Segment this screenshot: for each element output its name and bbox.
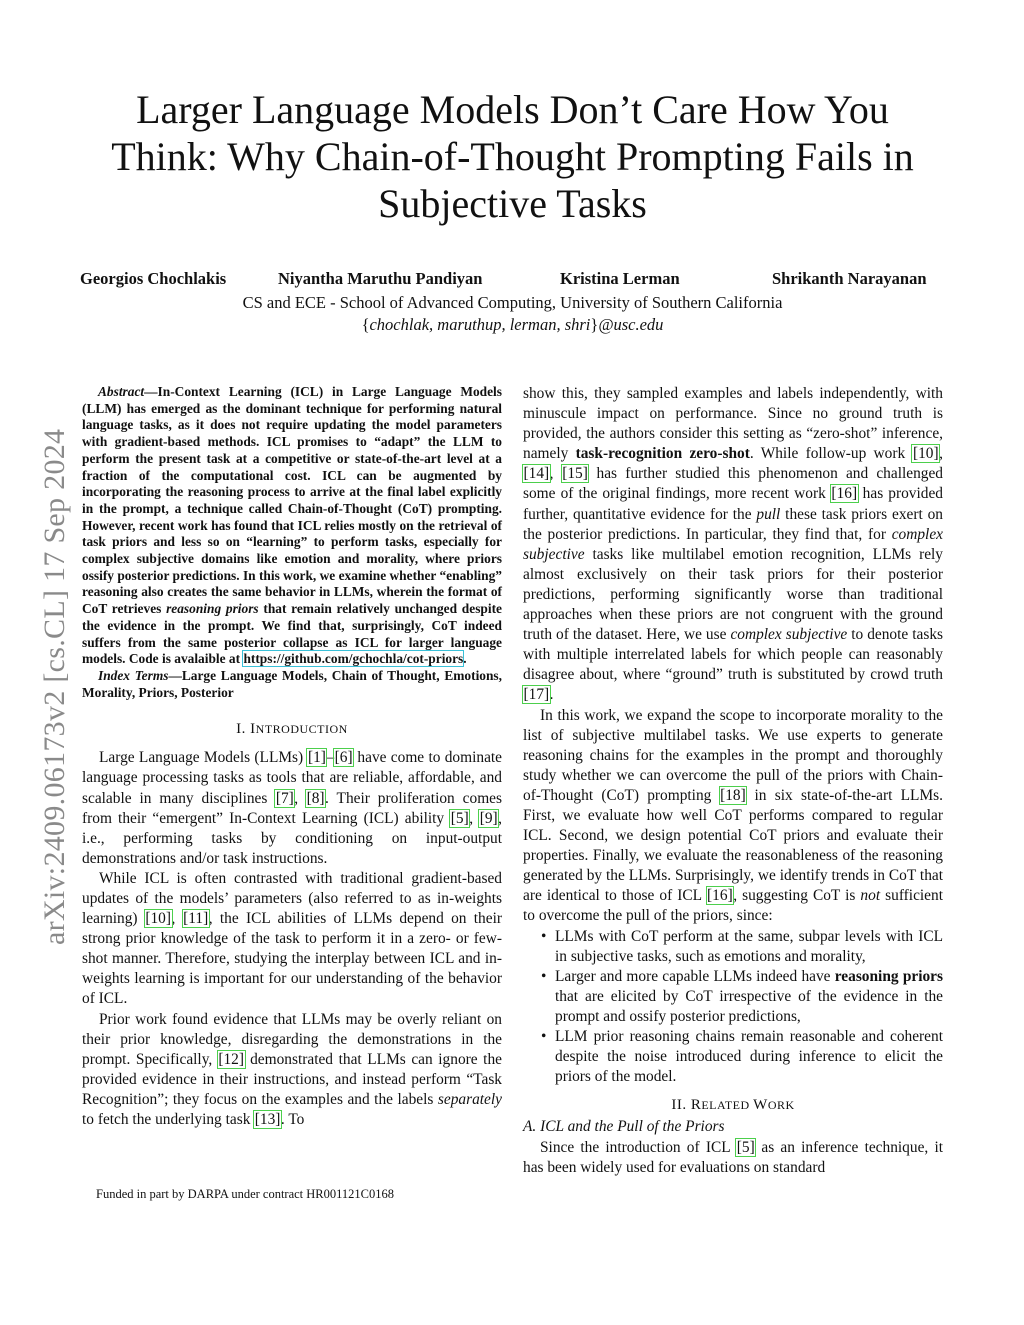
email: {chochlak, maruthup, lerman, shri}@usc.edu	[361, 315, 664, 334]
author-2: Niyantha Maruthu Pandiyan	[278, 269, 483, 288]
list-item: • LLMs with CoT perform at the same, subpar levels with ICL in subjective tasks, such as emotions and morality,	[541, 927, 943, 967]
code-link[interactable]: https://github.com/gchochla/cot-priors	[243, 651, 464, 667]
section-heading-introduction: I. INTRODUCTION	[236, 721, 348, 738]
citation[interactable]: [16]	[707, 887, 733, 905]
paper-title: Larger Language Models Don’t Care How You Think: Why Chain-of-Thought Prompting Fails in Subjective Tasks	[111, 87, 914, 226]
intro-paragraph-1: Large Language Models (LLMs) [1]–[6] have come to dominate language processing tasks as tools that are reliable, affordable, and scalable in many disciplines [7], [8]. Their proliferation comes from their “emergent” In-Context Learning (ICL) ability [5], [9], i.e., performing tasks by conditioning on input-output demonstrations and/or task instructions.	[82, 749, 503, 867]
citation[interactable]: [10]	[145, 910, 171, 928]
intro-paragraph-2: While ICL is often contrasted with traditional gradient-based updates of the models’ parameters (also referred to as in-weights learning) [10], [11], the ICL abilities of LLMs depend on their strong prior knowledge of the task to perform it in a zero- or few-shot manner. Therefore, studying the interplay between ICL and in-weights learning is important for our understanding of the behavior of ICL.	[82, 869, 502, 1008]
abstract-label: Abstract	[98, 384, 145, 399]
citation[interactable]: [9]	[479, 809, 498, 827]
citation[interactable]: [8]	[306, 789, 325, 807]
citation[interactable]: [17]	[523, 686, 550, 704]
arxiv-watermark	[28, 360, 71, 960]
list-item: • Larger and more capable LLMs indeed have reasoning priors that are elicited by CoT irrespective of the evidence in the prompt and ossify posterior predictions,	[541, 967, 943, 1027]
citation[interactable]: [11]	[183, 910, 209, 928]
citation[interactable]: [15]	[562, 465, 588, 483]
affiliation: CS and ECE - School of Advanced Computing, University of Southern California	[242, 293, 783, 312]
email-names: chochlak, maruthup, lerman, shri	[369, 315, 591, 334]
intro-paragraph-5: In this work, we expand the scope to incorporate morality to the list of subjective multilabel tasks. We use experts to generate reasoning chains for the examples in the prompt and thoroughly study whether we can overcome the pull of the priors with Chain-of-Thought (CoT) prompting [18] in six state-of-the-art LLMs. First, we evaluate how well CoT performs compared to regular ICL. Second, we design potential CoT priors and evaluate their properties. Finally, we evaluate the reasonableness of the reasoning generated by the LLMs. Surprisingly, we identify trends in CoT that are identical to those of ICL [16], suggesting CoT is not sufficient to overcome the pull of the priors, since:	[523, 706, 943, 925]
citation[interactable]: [16]	[831, 485, 858, 503]
author-1: Georgios Chochlakis	[80, 269, 227, 288]
intro-paragraph-3: Prior work found evidence that LLMs may be overly reliant on their prior knowledge, disregarding the demonstrations in the prompt. Specifically, [12] demonstrated that LLMs can ignore the provided evidence in their instructions, and instead perform “Task Recognition”; they focus on the examples and the labels separately to fetch the underlying task [13]. To	[82, 1010, 502, 1129]
index-terms: Index Terms—Large Language Models, Chain of Thought, Emotions, Morality, Priors, Posterior	[82, 667, 502, 700]
author-3: Kristina Lerman	[560, 269, 680, 288]
arxiv-id-text: arXiv:2409.06173v2 [cs.CL] 17 Sep 2024	[38, 428, 71, 945]
citation[interactable]: [12]	[218, 1050, 244, 1068]
abstract: Abstract—In-Context Learning (ICL) in Large Language Models (LLM) has emerged as the dominant technique for performing natural language tasks, as it does not require updating the model parameters with gradient-based methods. ICL promises to “adapt” the LLM to perform the present task at a competitive or state-of-the-art level at a fraction of the computational cost. ICL can be augmented by incorporating the reasoning process to arrive at the final label explicitly in the prompt, a technique called Chain-of-Thought (CoT) prompting. However, recent work has found that ICL relies mostly on the retrieval of task priors and less so on “learning” to perform tasks, especially for complex subjective domains like emotion and morality, where priors ossify posterior predictions. In this work, we examine whether “enabling” reasoning also creates the same behavior in LLMs, wherein the format of CoT retrieves reasoning priors that remain relatively unchanged despite the evidence in the prompt. We find that, surprisingly, CoT indeed suffers from the same posterior collapse as ICL for larger language models. Code is avalaible at https://github.com/gchochla/cot-priors.	[82, 384, 502, 667]
footnote: Funded in part by DARPA under contract HR001121C0168	[96, 1187, 395, 1201]
left-column	[82, 384, 502, 1130]
citation[interactable]: [1]	[307, 749, 326, 767]
subsection-heading: A. ICL and the Pull of the Priors	[523, 1118, 725, 1136]
citation[interactable]: [5]	[736, 1139, 755, 1157]
citation[interactable]: [13]	[254, 1111, 281, 1129]
citation[interactable]: [7]	[275, 789, 294, 807]
findings-list	[523, 927, 943, 1088]
citation[interactable]: [14]	[523, 465, 550, 483]
related-paragraph-1: Since the introduction of ICL [5] as an inference technique, it has been widely used for evaluations on standard	[523, 1139, 943, 1177]
section-heading-related-work: II. RELATED WORK	[671, 1097, 795, 1114]
citation[interactable]: [10]	[912, 445, 939, 463]
author-4: Shrikanth Narayanan	[772, 269, 927, 288]
citation[interactable]: [18]	[720, 786, 746, 804]
citation[interactable]: [5]	[450, 809, 469, 827]
list-item: • LLM prior reasoning chains remain reasonable and coherent despite the noise introduced during inference to elicit the priors of the model.	[541, 1027, 943, 1087]
citation[interactable]: [6]	[334, 749, 353, 767]
email-domain: @usc.edu	[598, 315, 664, 334]
right-column	[523, 384, 943, 1178]
intro-paragraph-4: show this, they sampled examples and labels independently, with minuscule impact on performance. Since no ground truth is provided, the authors consider this setting as “zero-shot” inference, namely task-recognition zero-shot. While follow-up work [10], [14], [15] has further studied this phenomenon and challenged some of the original findings, more recent work [16] has provided further, quantitative evidence for the pull these task priors exert on the posterior predictions. In particular, they find that, for complex subjective tasks like multilabel emotion recognition, LLMs rely almost exclusively on their task priors for their posterior predictions, performing significantly worse than traditional approaches when these priors are not congruent with the ground truth of the dataset. Here, we use complex subjective to denote tasks with multiple interrelated labels for which people can reasonably disagree about, where “ground” truth is substituted by crowd truth [17].	[523, 385, 944, 704]
